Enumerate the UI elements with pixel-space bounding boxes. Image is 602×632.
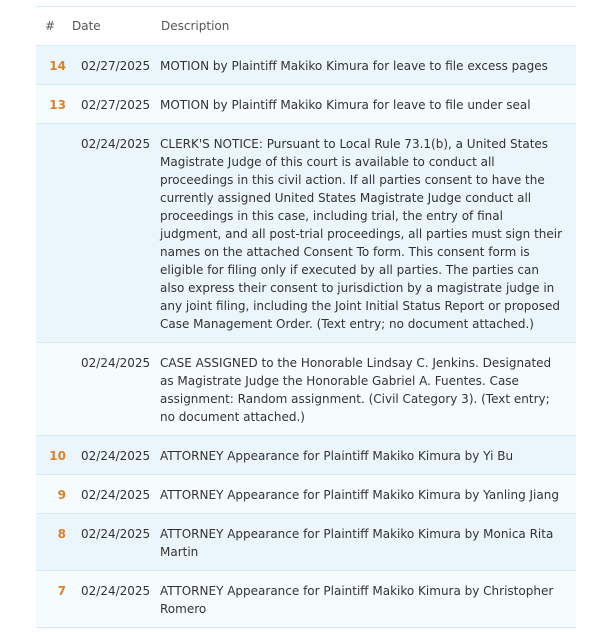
entry-description: MOTION by Plaintiff Makiko Kimura for leave to file excess pages — [160, 59, 548, 73]
entry-date: 02/27/2025 — [81, 59, 151, 73]
docket-number-link[interactable]: 10 — [49, 449, 66, 463]
entry-date: 02/24/2025 — [81, 488, 151, 502]
docket-number-link[interactable]: 13 — [49, 98, 66, 112]
table-row — [36, 475, 576, 514]
docket-number-link[interactable]: 14 — [49, 59, 66, 73]
entry-date: 02/27/2025 — [81, 98, 151, 112]
entry-date: 02/24/2025 — [81, 356, 151, 370]
table-header — [36, 6, 576, 46]
table-row — [36, 343, 576, 436]
entry-description: ATTORNEY Appearance for Plaintiff Makiko Kimura by Yi Bu — [160, 449, 514, 463]
header-description: Description — [161, 19, 230, 33]
entry-description: ATTORNEY Appearance for Plaintiff Makiko Kimura by Monica Rita Martin — [160, 527, 554, 559]
entry-date: 02/24/2025 — [81, 527, 151, 541]
entry-description: ATTORNEY Appearance for Plaintiff Makiko Kimura by Yanling Jiang — [160, 488, 559, 502]
docket-number-link[interactable]: 8 — [57, 527, 66, 541]
table-row — [36, 46, 576, 85]
table-row — [36, 514, 576, 571]
table-row — [36, 124, 576, 343]
table-row — [36, 85, 576, 124]
docket-table — [36, 6, 576, 628]
entry-date: 02/24/2025 — [81, 137, 151, 151]
entry-date: 02/24/2025 — [81, 584, 151, 598]
header-date: Date — [72, 19, 101, 33]
table-row — [36, 571, 576, 628]
entry-date: 02/24/2025 — [81, 449, 151, 463]
entry-description: CASE ASSIGNED to the Honorable Lindsay C. Jenkins. Designated as Magistrate Judge the Honorable Gabriel A. Fuentes. Case assignment: Random assignment. (Civil Category 3). (Text entry; no document attached.) — [160, 356, 552, 424]
entry-description: ATTORNEY Appearance for Plaintiff Makiko Kimura by Christopher Romero — [160, 584, 554, 616]
docket-number-link[interactable]: 9 — [57, 488, 66, 502]
entry-description: CLERK'S NOTICE: Pursuant to Local Rule 73.1(b), a United States Magistrate Judge of this court is available to conduct all proceedings in this civil action. If all parties consent to have the currently assigned United States Magistrate Judge conduct all proceedings in this case, including trial, the entry of final judgment, and all post-trial proceedings, all parties must sign their names on the attached Consent To form. This consent form is eligible for filing only if executed by all parties. The parties can also express their consent to jurisdiction by a magistrate judge in any joint filing, including the Joint Initial Status Report or proposed Case Management Order. (Text entry; no document attached.) — [160, 137, 563, 331]
table-row — [36, 436, 576, 475]
entry-description: MOTION by Plaintiff Makiko Kimura for leave to file under seal — [160, 98, 531, 112]
docket-number-link[interactable]: 7 — [57, 584, 66, 598]
header-num: # — [45, 19, 56, 33]
